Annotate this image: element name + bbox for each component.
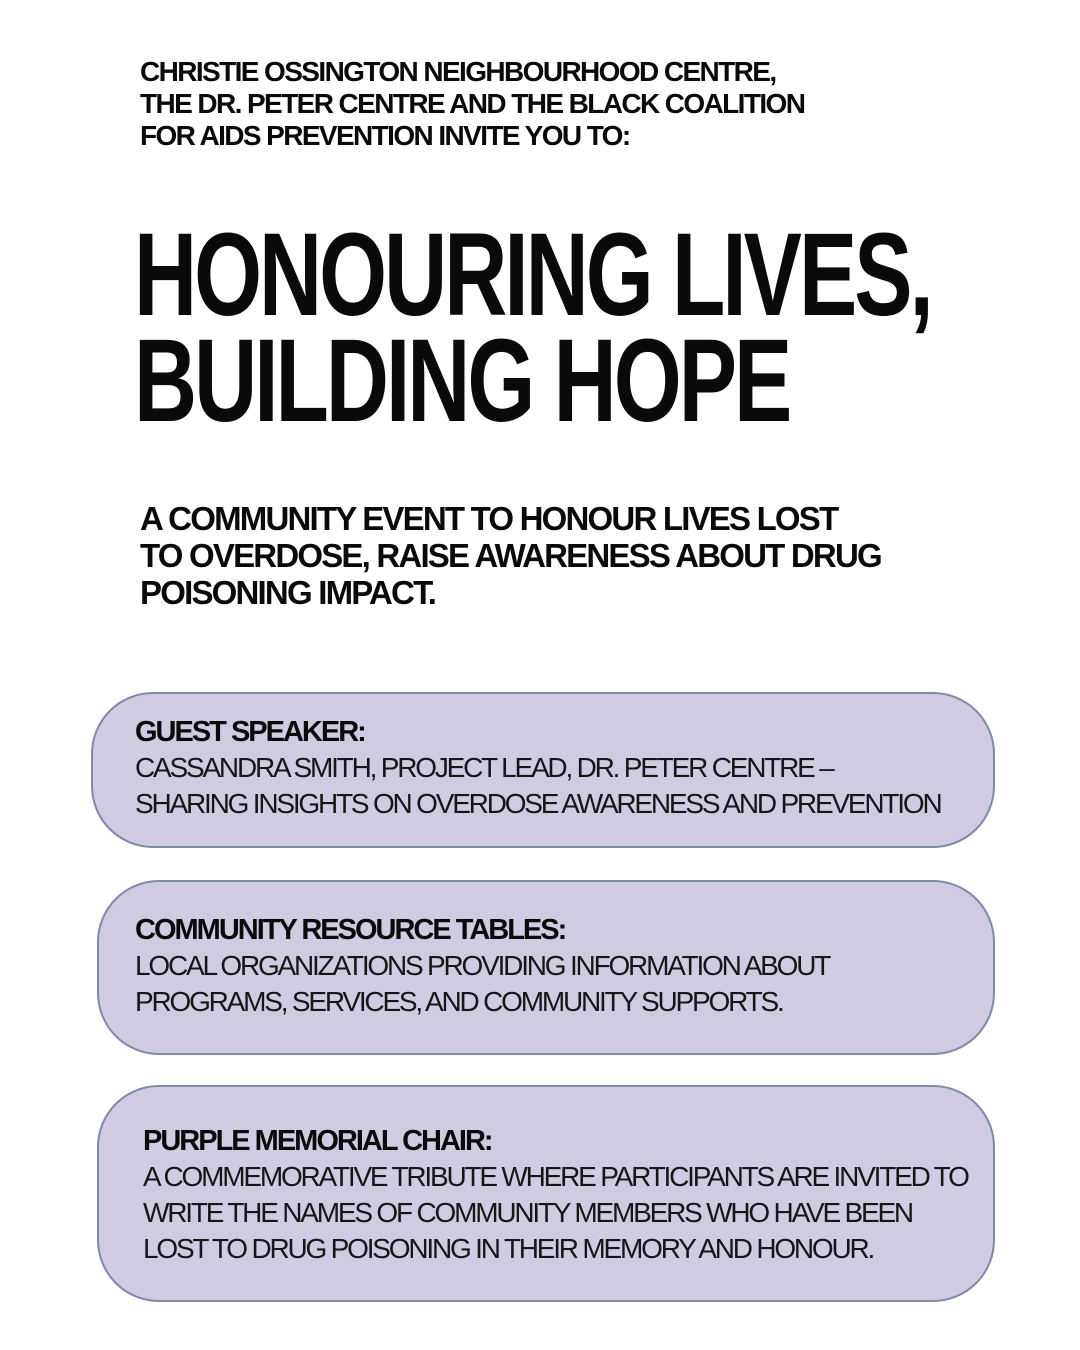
event-title — [134, 209, 931, 447]
card-heading: GUEST SPEAKER: — [135, 716, 365, 748]
card-heading: COMMUNITY RESOURCE TABLES: — [135, 914, 566, 946]
intro-line: FOR AIDS PREVENTION INVITE YOU TO: — [140, 120, 630, 151]
card-body-line: A COMMEMORATIVE TRIBUTE WHERE PARTICIPANTS ARE INVITED TO — [143, 1161, 968, 1192]
card-body-line: PROGRAMS, SERVICES, AND COMMUNITY SUPPORTS. — [135, 986, 783, 1017]
intro-line: THE DR. PETER CENTRE AND THE BLACK COALITION — [140, 88, 805, 119]
card-body — [143, 1159, 993, 1267]
guest-speaker-card — [91, 692, 995, 848]
intro-line: CHRISTIE OSSINGTON NEIGHBOURHOOD CENTRE, — [140, 56, 776, 87]
card-body-line: CASSANDRA SMITH, PROJECT LEAD, DR. PETER CENTRE – — [135, 752, 833, 783]
card-body-line: LOCAL ORGANIZATIONS PROVIDING INFORMATION ABOUT — [135, 950, 830, 981]
card-heading: PURPLE MEMORIAL CHAIR: — [143, 1125, 492, 1157]
card-body — [135, 750, 993, 822]
description-line: TO OVERDOSE, RAISE AWARENESS ABOUT DRUG — [140, 537, 881, 574]
event-description — [140, 500, 1000, 611]
event-title-line: HONOURING LIVES, — [134, 209, 931, 341]
card-body-line: SHARING INSIGHTS ON OVERDOSE AWARENESS AND PREVENTION — [135, 788, 941, 819]
card-body-line: WRITE THE NAMES OF COMMUNITY MEMBERS WHO HAVE BEEN — [143, 1197, 912, 1228]
card-body — [135, 948, 993, 1020]
invitation-hosts — [140, 56, 1000, 152]
event-title-line: BUILDING HOPE — [134, 315, 790, 447]
description-line: A COMMUNITY EVENT TO HONOUR LIVES LOST — [140, 500, 838, 537]
resource-tables-card — [97, 880, 995, 1055]
card-body-line: LOST TO DRUG POISONING IN THEIR MEMORY AND HONOUR. — [143, 1233, 874, 1264]
description-line: POISONING IMPACT. — [140, 574, 436, 611]
memorial-chair-card — [97, 1085, 995, 1302]
